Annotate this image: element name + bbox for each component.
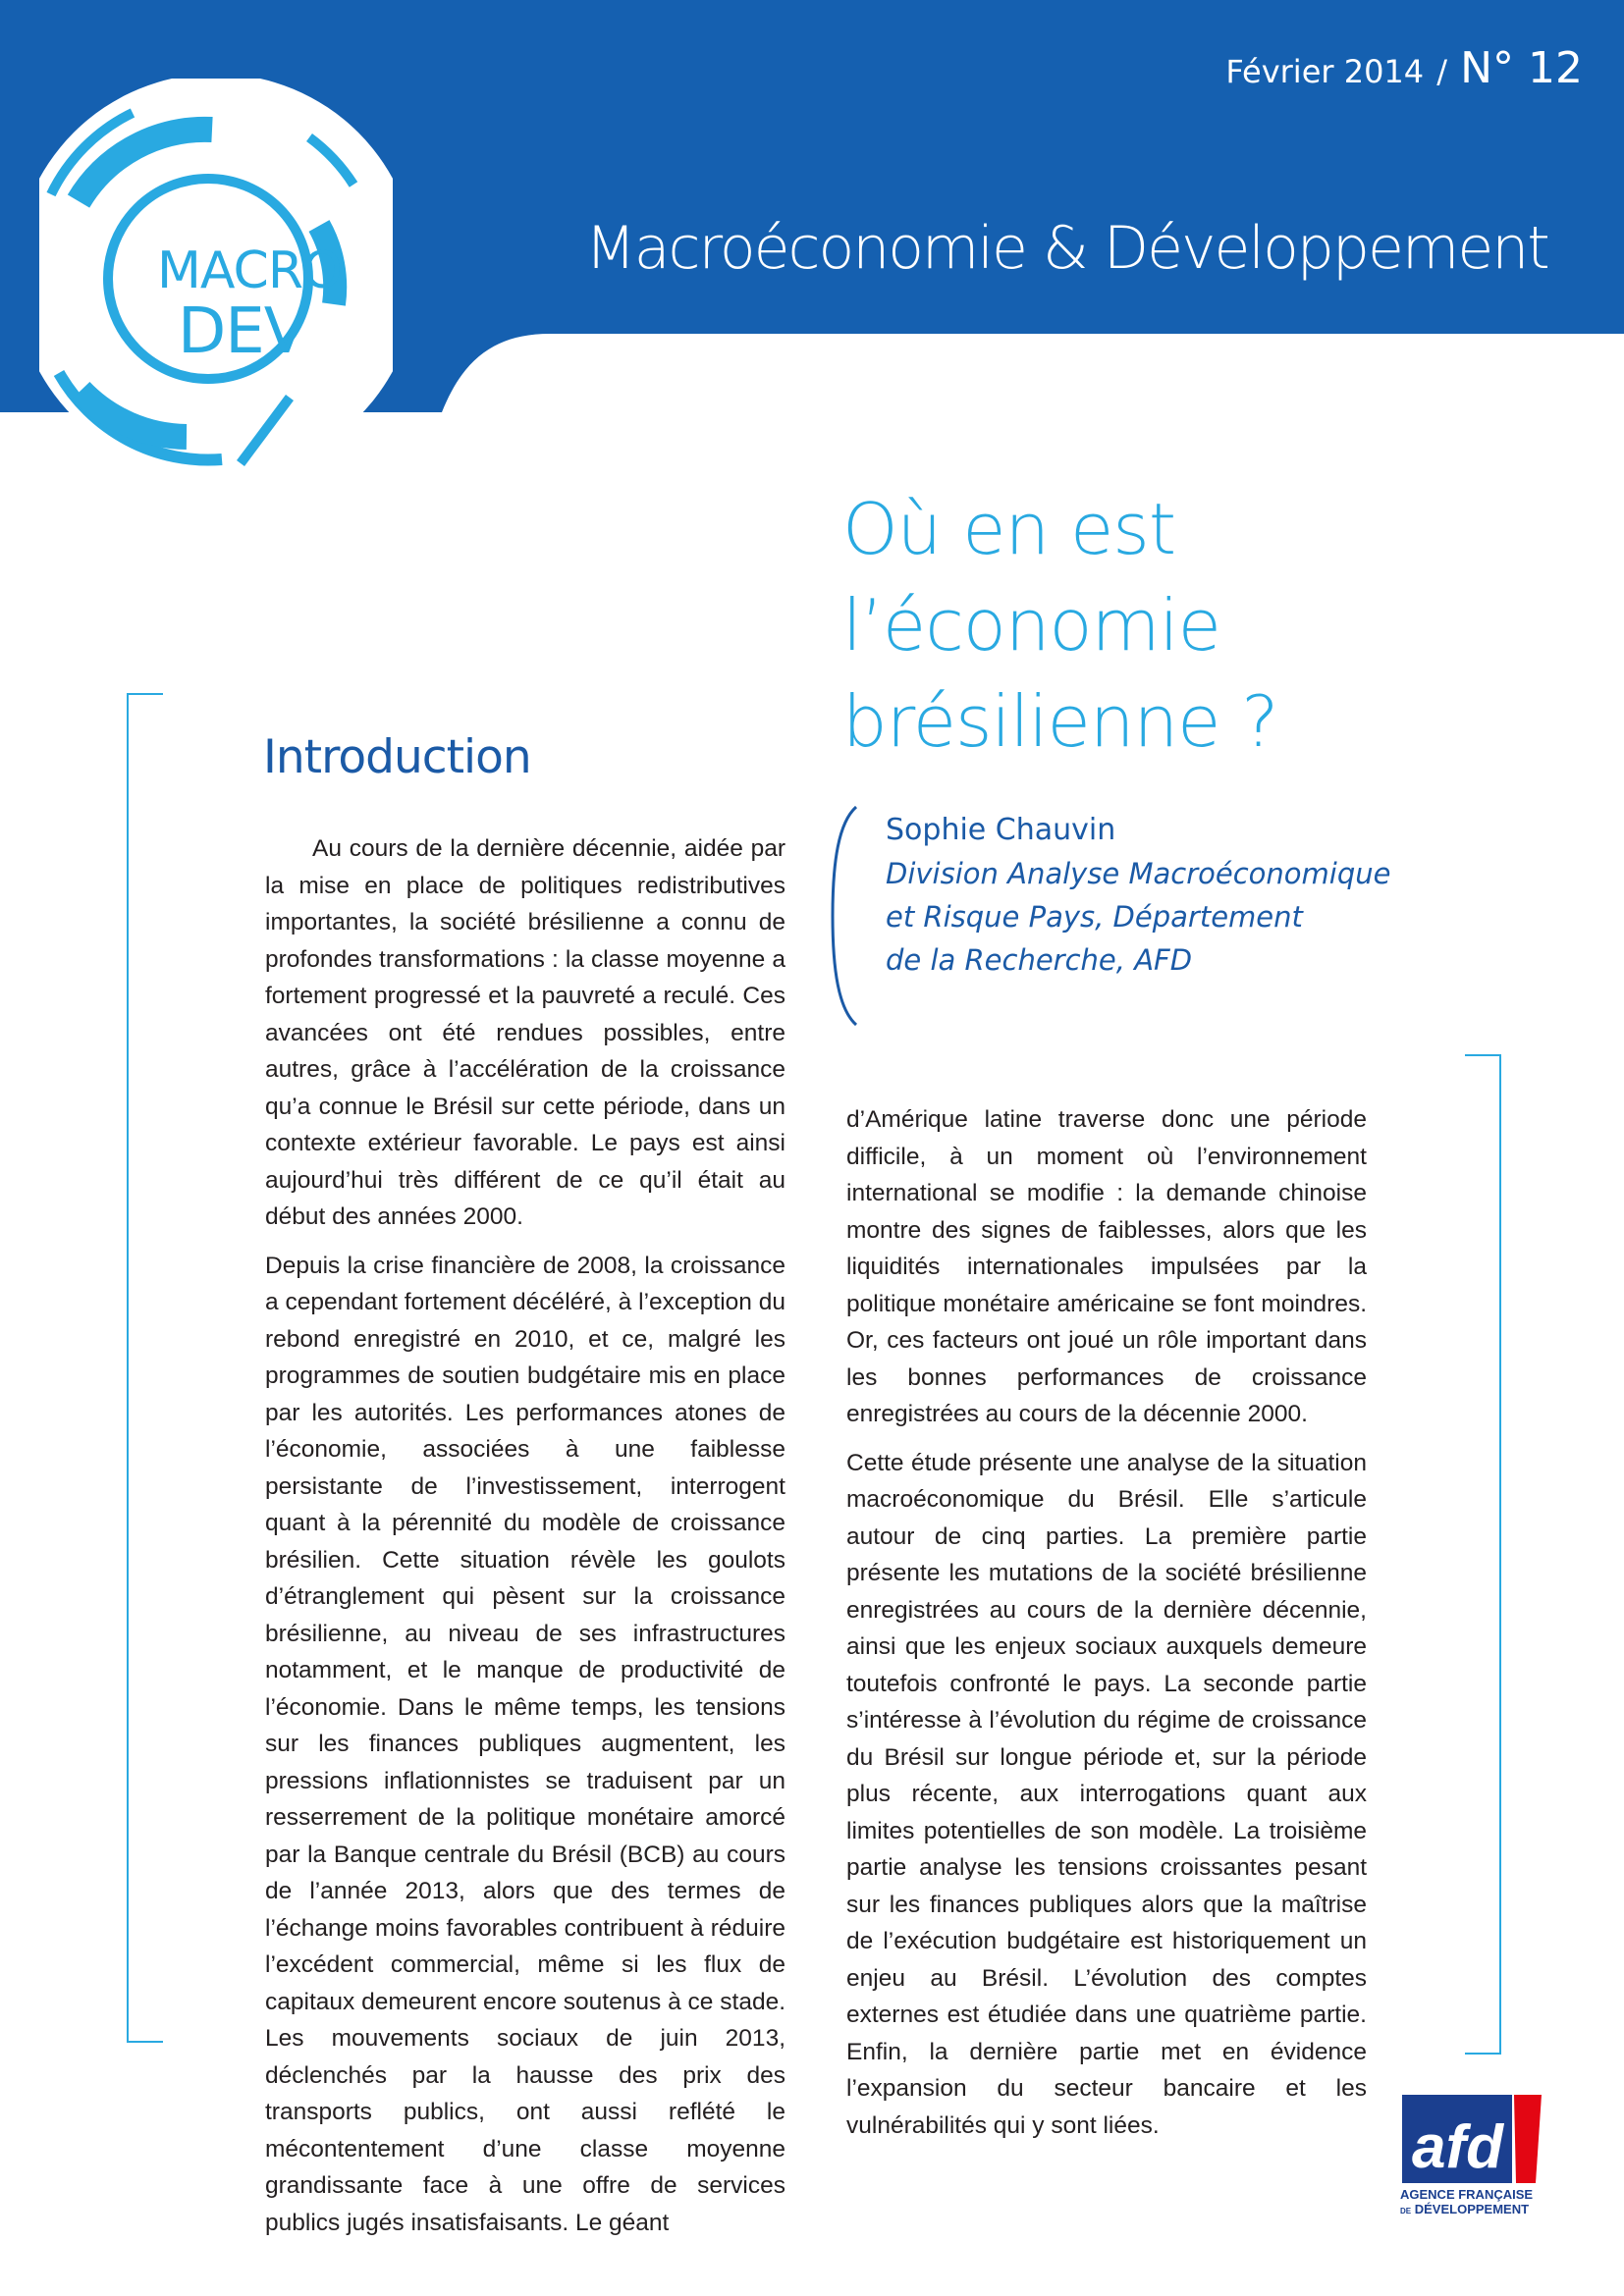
title-line: brésilienne ? — [842, 680, 1278, 763]
author-affiliation — [886, 852, 1394, 982]
afd-line-2: DÉVELOPPEMENT — [1414, 2202, 1530, 2216]
logo-dev-text: DEV — [178, 295, 306, 368]
left-column — [265, 830, 785, 2253]
svg-text:afd: afd — [1412, 2113, 1503, 2181]
series-title: Macroéconomie & Développement — [585, 214, 1548, 283]
introduction-heading: Introduction — [263, 730, 531, 784]
paragraph-text: Au cours de la dernière décennie, aidée par la mise en place de politiques redistributives importantes, la société brésilienne a connu de profondes transformations : la classe moyenne a fortement progressé et la pauvreté a reculé. Ces avancées ont été rendues possibles, entre autres, grâce à l’accélération de la croissance qu’a connue le Brésil sur cette période, dans un contexte extérieur favorable. Le pays est ainsi aujourd’hui très différent de ce qu’il était au début des années 2000. — [265, 835, 785, 1230]
affiliation-line: et Risque Pays, Département — [886, 900, 1303, 934]
main-title — [842, 481, 1530, 770]
paragraph: Cette étude présente une analyse de la situation macroéconomique du Brésil. Elle s’articule autour de cinq parties. La première partie présente les mutations de la société brésilienne enregistrées au cours de la dernière décennie, ainsi que les enjeux sociaux auxquels demeure toutefois confronté le pays. La seconde partie s’intéresse à l’évolution du régime de croissance du Brésil sur longue période et, sur la période plus récente, aux interrogations quant aux limites potentielles de son modèle. La troisième partie analyse les tensions croissantes pesant sur les finances publiques alors que la maîtrise de l’exécution budgétaire est historiquement un enjeu au Brésil. L’évolution des comptes externes est étudiée dans une quatrième partie. Enfin, la dernière partie met en évidence l’expansion du secteur bancaire et les vulnérabilités qui y sont liées. — [846, 1449, 1367, 2139]
issue-date: Février 2014 — [1225, 53, 1425, 90]
paragraph: d’Amérique latine traverse donc une période difficile, à un moment où l’environnement international se modifie : la demande chinoise montre des signes de faiblesses, alors que les liquidités internationales impulsées par la politique monétaire américaine se font moindres. Or, ces facteurs ont joué un rôle important dans les bonnes performances de croissance enregistrées au cours de la décennie 2000. — [846, 1106, 1367, 1427]
afd-small: DE — [1400, 2207, 1412, 2216]
author-block — [844, 809, 1394, 982]
logo-macro-text: MACRO — [157, 241, 342, 300]
afd-line — [1400, 2202, 1547, 2218]
issue-line — [1225, 43, 1583, 93]
affiliation-line: de la Recherche, AFD — [886, 943, 1193, 977]
paragraph: Depuis la crise financière de 2008, la croissance a cependant fortement décéléré, à l’exception du rebond enregistré en 2010, et ce, malgré les programmes de soutien budgétaire mis en place par les autorités. Les performances atones de l’économie, associées à une faiblesse persistante de l’investissement, interrogent quant à la pérennité du modèle de croissance brésilien. Cette situation révèle les goulots d’étranglement qui pèsent sur la croissance brésilienne, au niveau de ses infrastructures notamment, et le manque de productivité de l’économie. Dans le même temps, les tensions sur les finances publiques augmentent, les pressions inflationnistes se traduisent par un resserrement de la politique monétaire amorcé par la Banque centrale du Brésil (BCB) au cours de l’année 2013, alors que des termes de l’échange moins favorables contribuent à réduire l’excédent commercial, même si les flux de capitaux demeurent encore soutenus à ce stade. Les mouvements sociaux de juin 2013, déclenchés par la hausse des prix des transports publics, ont aussi reflété le mécontentement d’une classe moyenne grandissante face à une offre de services publics jugés insatisfaisants. Le géant — [265, 1252, 785, 2236]
title-line: Où en est — [842, 488, 1176, 570]
afd-logo-text — [1400, 2187, 1547, 2218]
paragraph — [265, 830, 785, 1236]
right-column — [846, 1101, 1367, 2156]
title-line: l’économie — [842, 584, 1220, 667]
affiliation-line: Division Analyse Macroéconomique — [886, 857, 1391, 890]
issue-number: N° 12 — [1460, 43, 1583, 93]
right-frame-bracket — [1463, 1054, 1502, 2056]
author-bracket-icon — [827, 803, 866, 1029]
intro-frame-bracket — [126, 693, 165, 2044]
issue-separator: / — [1436, 53, 1448, 90]
afd-line: AGENCE FRANÇAISE — [1400, 2187, 1534, 2202]
author-name: Sophie Chauvin — [886, 813, 1116, 847]
